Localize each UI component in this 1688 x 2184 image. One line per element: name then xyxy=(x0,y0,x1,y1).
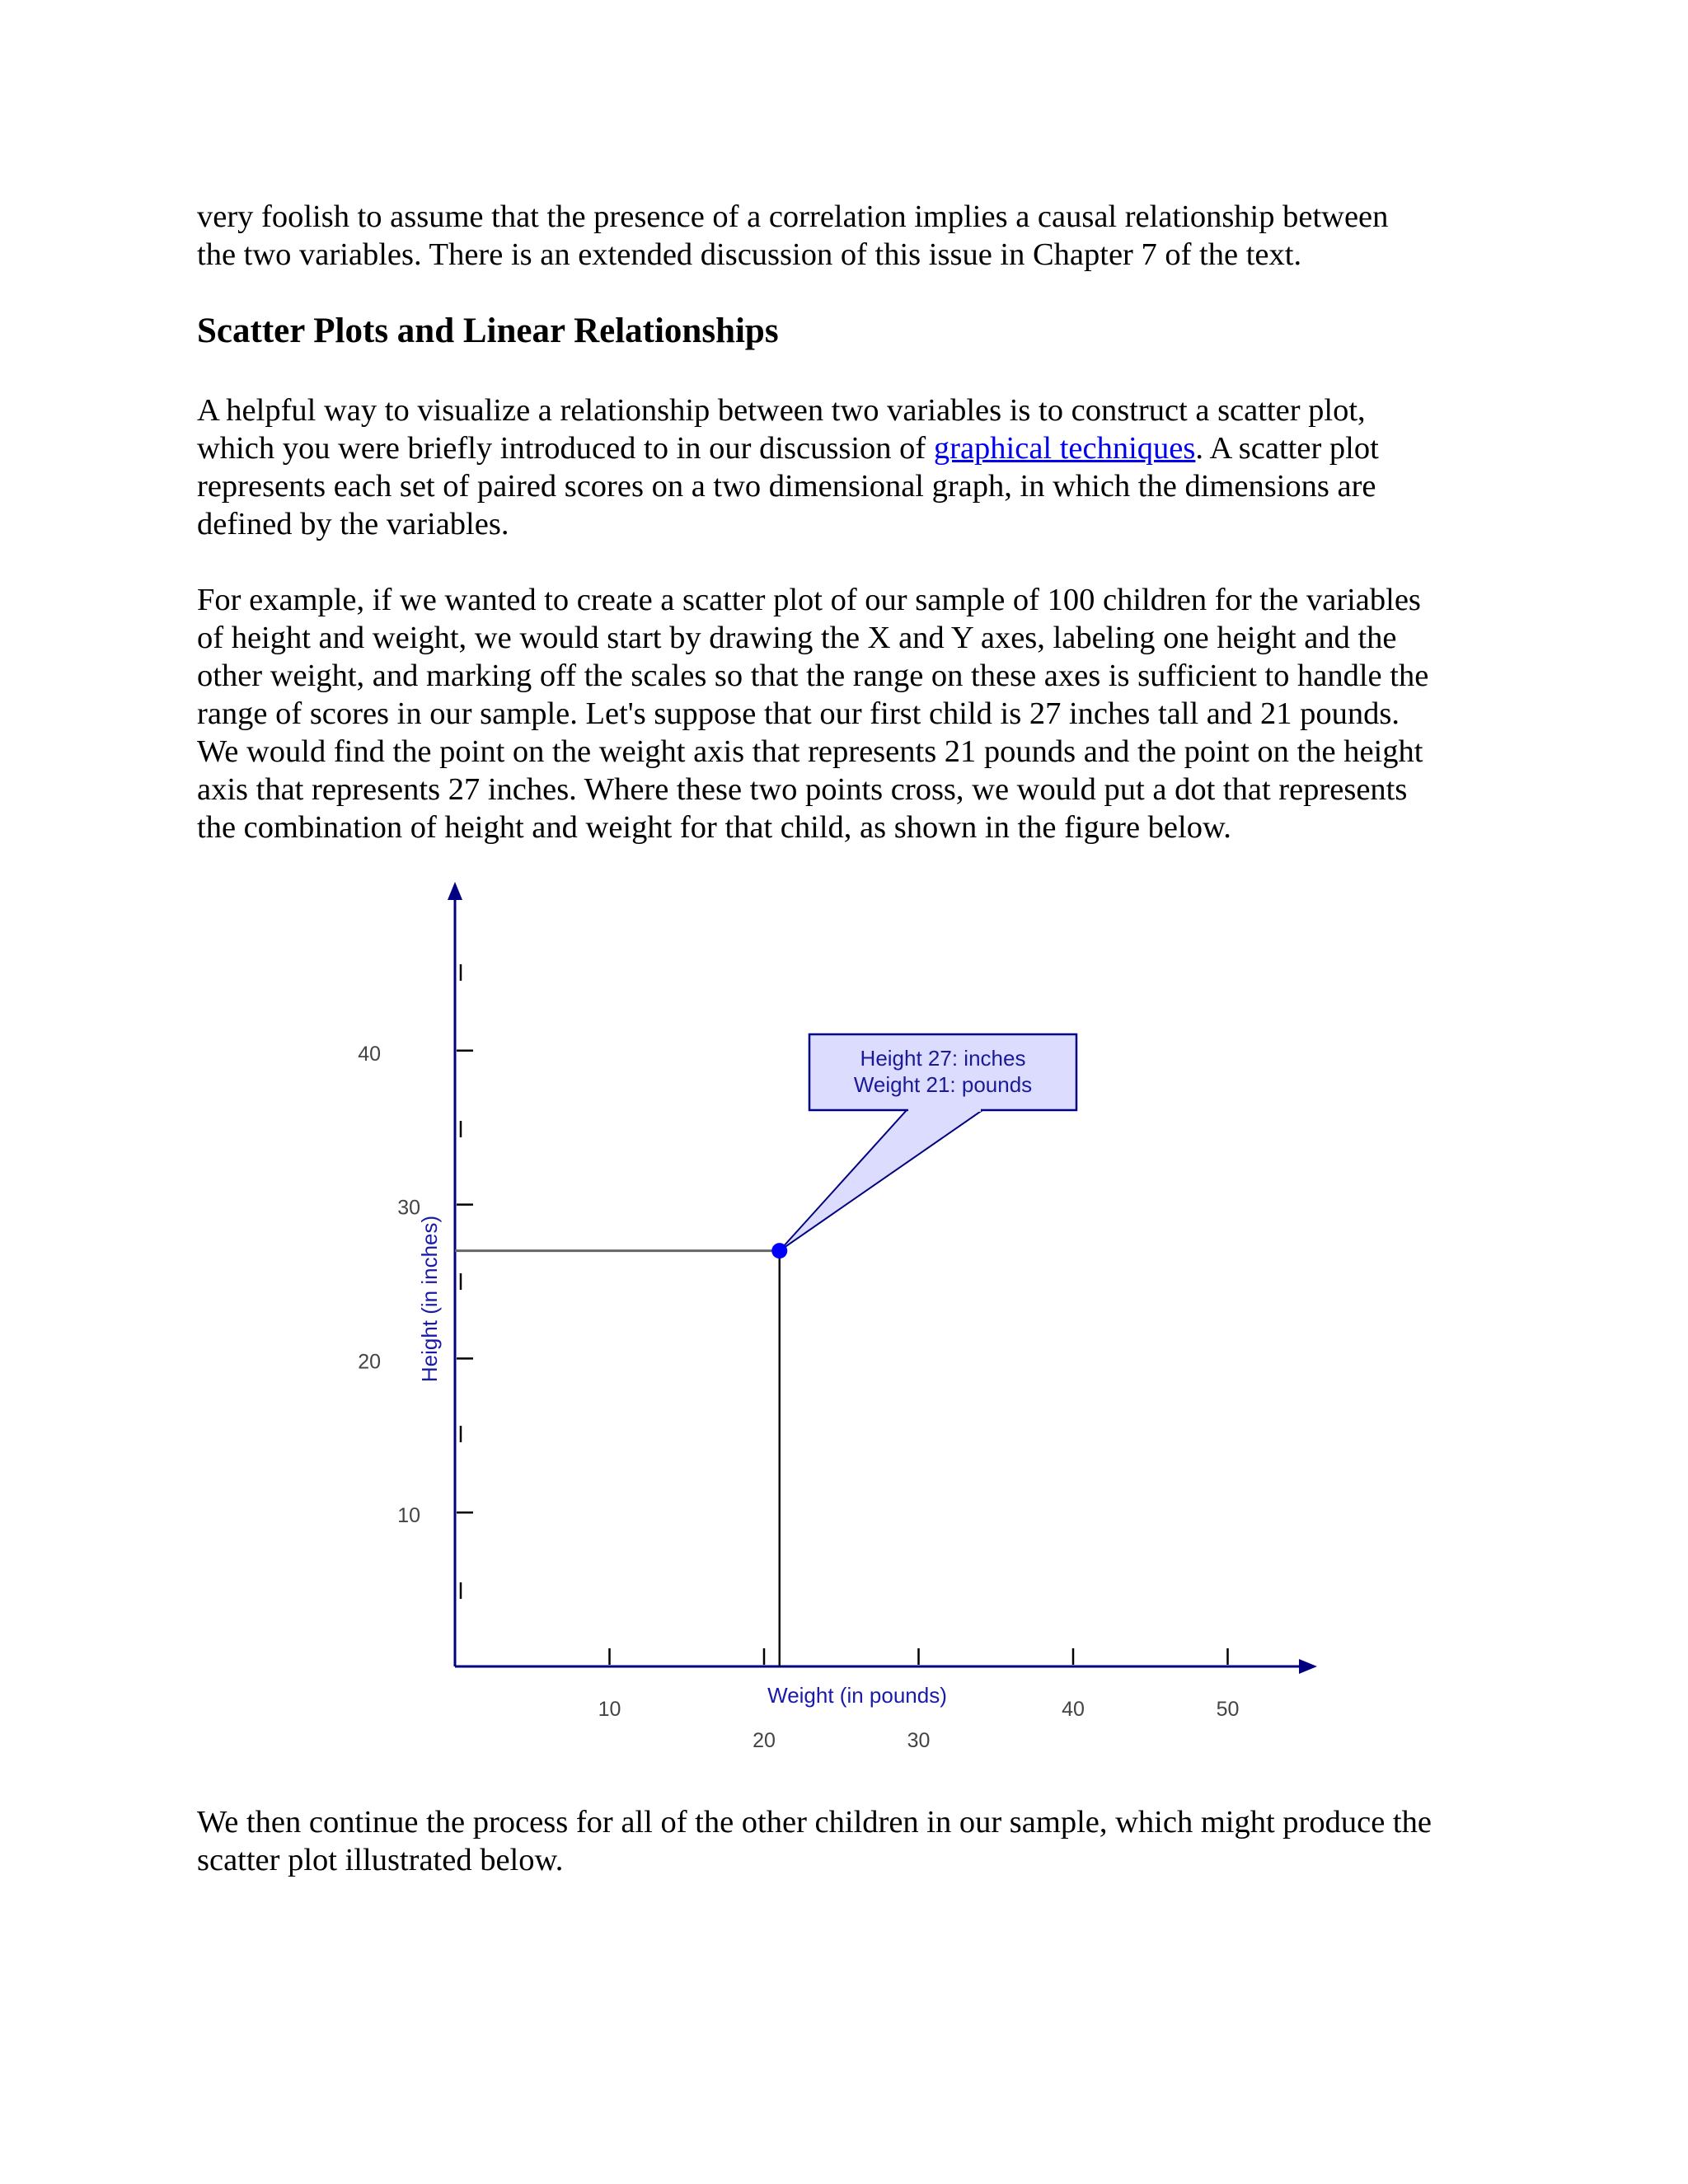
paragraph-line: represents each set of paired scores on a two dimensional graph, in which the dimensions are xyxy=(197,469,1376,504)
paragraph-line: range of scores in our sample. Let's suppose that our first child is 27 inches tall and 21 pounds. xyxy=(197,696,1400,731)
section-heading: Scatter Plots and Linear Relationships xyxy=(197,312,779,350)
graphical-techniques-link[interactable]: graphical techniques xyxy=(933,431,1196,466)
paragraph-line: other weight, and marking off the scales so that the range on these axes is sufficient to handle the xyxy=(197,658,1429,693)
y-axis-title: Height (in inches) xyxy=(417,1215,442,1383)
paragraph-line: A helpful way to visualize a relationship between two variables is to construct a scatter plot, xyxy=(197,393,1366,428)
y-tick-label: 10 xyxy=(397,1504,420,1528)
paragraph-line: axis that represents 27 inches. Where these two points cross, we would put a dot that represents xyxy=(197,772,1408,807)
y-tick-label: 30 xyxy=(397,1196,420,1220)
data-point xyxy=(771,1243,787,1258)
paragraph-line: scatter plot illustrated below. xyxy=(197,1843,564,1877)
paragraph-line: For example, if we wanted to create a scatter plot of our sample of 100 children for the variables xyxy=(197,583,1421,617)
paragraph-line: We then continue the process for all of the other children in our sample, which might produce the xyxy=(197,1805,1432,1840)
paragraph-text: which you were briefly introduced to in our discussion of xyxy=(197,431,934,466)
callout-line-1: Height 27: inches xyxy=(860,1046,1026,1071)
paragraph-text: . A scatter plot xyxy=(1195,431,1379,466)
x-tick-label: 50 xyxy=(1216,1698,1240,1721)
intro-line: the two variables. There is an extended discussion of this issue in Chapter 7 of the text. xyxy=(197,237,1302,272)
callout-pointer xyxy=(780,1110,982,1251)
x-axis-arrow-icon xyxy=(1299,1659,1317,1674)
callout-line-2: Weight 21: pounds xyxy=(853,1072,1033,1097)
x-tick-label: 10 xyxy=(598,1698,621,1721)
x-axis-title: Weight (in pounds) xyxy=(767,1683,947,1708)
paragraph-line: We would find the point on the weight axis that represents 21 pounds and the point on the height xyxy=(197,734,1423,769)
paragraph-line: the combination of height and weight for that child, as shown in the figure below. xyxy=(197,810,1231,845)
y-axis-arrow-icon xyxy=(448,882,462,900)
intro-line: very foolish to assume that the presence of a correlation implies a causal relationship between xyxy=(197,199,1389,234)
y-tick-label: 40 xyxy=(358,1042,381,1066)
y-tick-label: 20 xyxy=(358,1350,381,1374)
x-tick-label: 40 xyxy=(1062,1698,1085,1721)
paragraph-line: defined by the variables. xyxy=(197,507,509,541)
x-tick-label: 20 xyxy=(753,1729,776,1752)
paragraph-continue xyxy=(197,1803,1499,1879)
paragraph-line: of height and weight, we would start by drawing the X and Y axes, labeling one height and the xyxy=(197,621,1397,655)
x-tick-label: 30 xyxy=(907,1729,931,1752)
